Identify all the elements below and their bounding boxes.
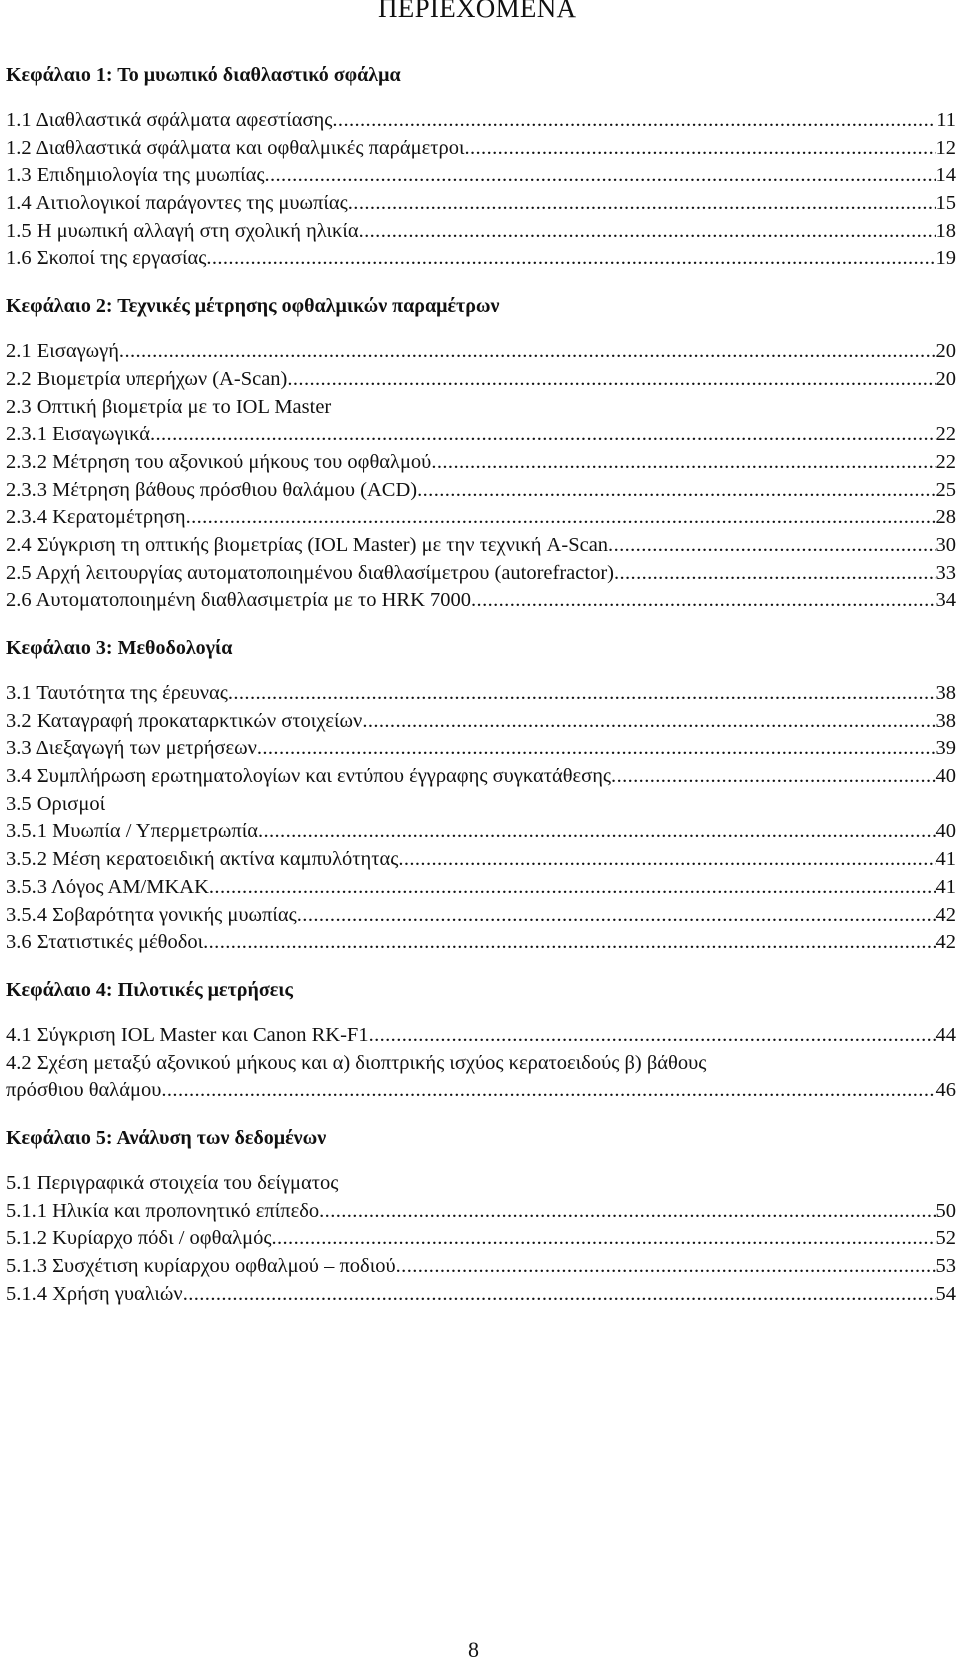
toc-entry-label: 2.4 Σύγκριση τη οπτικής βιομετρίας (IOL Master) με την τεχνική A-Scan (6, 533, 609, 556)
toc-page-number: 22 (935, 450, 956, 473)
toc-entry[interactable] (6, 190, 956, 218)
toc-page-number: 28 (935, 506, 956, 529)
dot-leader (161, 1077, 935, 1105)
toc-page-number: 22 (935, 423, 956, 446)
toc-entry[interactable] (6, 1281, 956, 1309)
toc-entry-label: 2.3.1 Εισαγωγικά (6, 423, 150, 446)
toc-page-number: 11 (936, 109, 956, 131)
toc-page-number: 19 (935, 247, 956, 270)
toc-entry-label: 1.4 Αιτιολογικοί παράγοντες της μυωπίας (6, 192, 348, 215)
toc-entry-label: 3.2 Καταγραφή προκαταρκτικών στοιχείων (6, 709, 363, 732)
toc-entry-label: 3.5.4 Σοβαρότητα γονικής μυωπίας (6, 903, 297, 926)
dot-leader (186, 504, 936, 532)
dot-leader (150, 421, 936, 449)
dot-leader (348, 190, 936, 218)
toc-page-number: 52 (935, 1227, 956, 1250)
dot-leader (203, 929, 935, 957)
toc-entry-label: 1.5 Η μυωπική αλλαγή στη σχολική ηλικία (6, 219, 359, 242)
toc-entry-label: 2.2 Βιομετρία υπερήχων (A-Scan) (6, 367, 288, 390)
toc-entry[interactable] (6, 162, 956, 190)
toc-entry-label: 5.1.2 Κυρίαρχο πόδι / οφθαλμός (6, 1227, 272, 1250)
toc-entry[interactable] (6, 1050, 956, 1078)
page-number: 8 (468, 1637, 479, 1662)
page-title: ΠΕΡΙΕΧΟΜΕΝΑ (378, 0, 577, 23)
toc-page-number: 53 (935, 1255, 956, 1277)
dot-leader (417, 477, 935, 505)
toc-entry-label: 5.1.4 Χρήση γυαλιών (6, 1282, 183, 1305)
toc-entry[interactable] (6, 449, 956, 477)
toc-page-number: 15 (935, 192, 956, 215)
toc-entry[interactable] (6, 477, 956, 505)
toc-entry[interactable] (6, 874, 956, 902)
toc-entry[interactable] (6, 421, 956, 449)
toc-page-number: 44 (935, 1023, 956, 1046)
toc-entry-label: 2.3.4 Κερατομέτρηση (6, 506, 186, 529)
dot-leader (257, 735, 936, 763)
dot-leader (228, 680, 936, 708)
toc-entry[interactable] (6, 708, 956, 736)
toc-entry-label: 4.1 Σύγκριση IOL Master και Canon RK-F1 (6, 1023, 369, 1046)
dot-leader (183, 1281, 936, 1309)
toc-entry-label: 3.4 Συμπλήρωση ερωτηματολογίων και εντύπου έγγραφης συγκατάθεσης (6, 765, 612, 788)
dot-leader (431, 449, 935, 477)
toc-entry[interactable] (6, 1198, 956, 1226)
toc-entry[interactable] (6, 504, 956, 532)
toc-page-number: 20 (935, 340, 956, 363)
dot-leader (362, 708, 935, 736)
toc-entry[interactable] (6, 1253, 956, 1281)
toc-page-number: 38 (935, 709, 956, 732)
dot-leader (319, 1198, 935, 1226)
toc-entry-continuation[interactable] (6, 1077, 956, 1105)
toc-entry-label: 1.6 Σκοποί της εργασίας (6, 247, 207, 270)
dot-leader (209, 874, 936, 902)
toc-entry-label: 3.5.2 Μέση κερατοειδική ακτίνα καμπυλότητας (6, 848, 399, 871)
toc-entry[interactable] (6, 929, 956, 957)
toc-entry-label: πρόσθιου θαλάμου (6, 1079, 162, 1102)
toc-page-number: 50 (935, 1199, 956, 1222)
dot-leader (464, 135, 935, 163)
toc-page-number: 30 (935, 533, 956, 556)
toc-entry-label: 5.1 Περιγραφικά στοιχεία του δείγματος (6, 1171, 339, 1194)
toc-entry-label: 2.3.3 Μέτρηση βάθους πρόσθιου θαλάμου (ACD) (6, 478, 418, 501)
dot-leader (332, 107, 936, 135)
toc-page-number: 18 (935, 219, 956, 242)
dot-leader (359, 218, 936, 246)
toc-entry-label: 3.5.1 Μυωπία / Υπερμετρωπία (6, 820, 258, 843)
toc-entry-label: 3.5.3 Λόγος ΑΜ/ΜΚΑΚ (6, 875, 209, 898)
toc-entry[interactable] (6, 366, 956, 394)
toc-entry[interactable] (6, 735, 956, 763)
dot-leader (258, 818, 936, 846)
toc-page-number: 12 (935, 136, 956, 159)
dot-leader (119, 338, 936, 366)
toc-entry-label: 3.6 Στατιστικές μέθοδοι (6, 931, 204, 954)
dot-leader (264, 162, 935, 190)
dot-leader (611, 763, 935, 791)
dot-leader (396, 1253, 936, 1281)
toc-entry[interactable] (6, 107, 956, 135)
toc-page-number: 39 (935, 737, 956, 760)
toc-entry-label: 2.3.2 Μέτρηση του αξονικού μήκους του οφθαλμού (6, 450, 432, 473)
toc-page-number: 42 (935, 931, 956, 954)
toc-entry[interactable] (6, 338, 956, 366)
dot-leader (398, 846, 935, 874)
toc-page-number: 33 (935, 561, 956, 584)
toc-entry-label: 3.5 Ορισμοί (6, 792, 106, 815)
toc-entry[interactable] (6, 587, 956, 615)
dot-leader (369, 1022, 936, 1050)
toc-entry[interactable] (6, 1170, 956, 1198)
toc-entry-label: 2.1 Εισαγωγή (6, 340, 119, 363)
toc-entry[interactable] (6, 763, 956, 791)
toc-entry-label: 2.5 Αρχή λειτουργίας αυτοματοποιημένου διαθλασίμετρου (autorefractor) (6, 561, 614, 584)
toc-entry[interactable] (6, 394, 956, 422)
dot-leader (297, 902, 936, 930)
toc-page-number: 25 (935, 478, 956, 501)
toc-entry[interactable] (6, 1225, 956, 1253)
dot-leader (614, 560, 936, 588)
toc-entry[interactable] (6, 218, 956, 246)
dot-leader (287, 366, 935, 394)
toc-page-number: 40 (935, 820, 956, 843)
toc-entry-label: 4.2 Σχέση μεταξύ αξονικού μήκους και α) διοπτρικής ισχύος κερατοειδούς β) βάθους (6, 1051, 707, 1074)
toc-entry-label: 5.1.3 Συσχέτιση κυρίαρχου οφθαλμού – ποδιού (6, 1255, 396, 1277)
toc-entry[interactable] (6, 1022, 956, 1050)
toc-page-number: 34 (935, 589, 956, 612)
dot-leader (608, 532, 935, 560)
dot-leader (271, 1225, 935, 1253)
dot-leader (471, 587, 935, 615)
toc-page-number: 20 (935, 367, 956, 390)
toc-page-number: 41 (935, 875, 956, 898)
chapter-heading: Κεφάλαιο 5: Ανάλυση των δεδομένων (6, 1126, 327, 1149)
toc-entry[interactable] (6, 846, 956, 874)
toc-page-number: 14 (935, 164, 956, 187)
toc-entry-label: 3.1 Ταυτότητα της έρευνας (6, 682, 228, 704)
toc-entry[interactable] (6, 818, 956, 846)
chapter-heading: Κεφάλαιο 2: Τεχνικές μέτρησης οφθαλμικών παραμέτρων (6, 295, 500, 318)
chapter-heading: Κεφάλαιο 1: Το μυωπικό διαθλαστικό σφάλμα (6, 64, 401, 86)
toc-entry[interactable] (6, 680, 956, 708)
toc-page-number: 40 (935, 765, 956, 788)
toc-entry-label: 1.3 Επιδημιολογία της μυωπίας (6, 164, 265, 187)
toc-page-number: 46 (935, 1079, 956, 1102)
table-of-contents (6, 60, 956, 1308)
dot-leader (206, 245, 935, 273)
toc-entry-label: 2.3 Οπτική βιομετρία με το IOL Master (6, 395, 332, 418)
toc-entry[interactable] (6, 791, 956, 819)
toc-entry[interactable] (6, 560, 956, 588)
toc-page-number: 38 (935, 682, 956, 704)
toc-entry-label: 2.6 Αυτοματοποιημένη διαθλασιμετρία με το HRK 7000 (6, 589, 472, 612)
toc-entry[interactable] (6, 532, 956, 560)
toc-page-number: 41 (935, 848, 956, 871)
toc-entry-label: 3.3 Διεξαγωγή των μετρήσεων (6, 737, 257, 760)
toc-entry[interactable] (6, 902, 956, 930)
toc-entry-label: 5.1.1 Ηλικία και προπονητικό επίπεδο (6, 1199, 320, 1222)
toc-page-number: 42 (935, 903, 956, 926)
toc-page-number: 54 (935, 1282, 956, 1305)
toc-entry[interactable] (6, 245, 956, 273)
toc-entry[interactable] (6, 135, 956, 163)
toc-entry-label: 1.1 Διαθλαστικά σφάλματα αφεστίασης (6, 109, 333, 131)
chapter-heading: Κεφάλαιο 3: Μεθοδολογία (6, 637, 233, 659)
toc-entry-label: 1.2 Διαθλαστικά σφάλματα και οφθαλμικές παράμετροι (6, 136, 465, 159)
chapter-heading: Κεφάλαιο 4: Πιλοτικές μετρήσεις (6, 978, 293, 1001)
